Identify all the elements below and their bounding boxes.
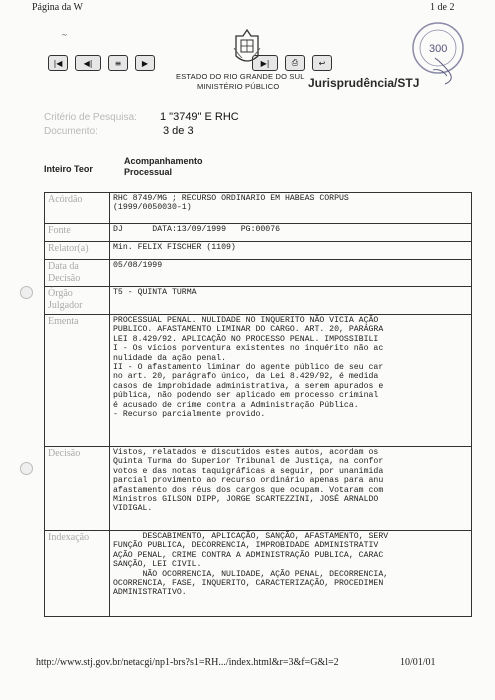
scan-mark: ~ [62,30,67,40]
stamp-number: 300 [429,43,448,55]
criteria-label: Critério de Pesquisa: [44,112,137,123]
field-label: Órgão Julgador [45,287,110,315]
document-label: Documento: [44,126,98,137]
field-label: Data da Decisão [45,260,110,287]
menu-icon[interactable]: ≡ [108,55,128,71]
source-url[interactable]: http://www.stj.gov.br/netacgi/np1-brs?s1=RH.../index.html&r=3&f=G&l=2 [36,657,339,668]
row-decision-date [45,260,472,287]
row-decisao [45,447,472,531]
tab-full-text[interactable]: Inteiro Teor [44,164,93,174]
record-table [44,192,472,617]
row-relator [45,242,472,260]
court-stamp [405,18,475,93]
field-label: Relator(a) [45,242,110,260]
page-count: 1 de 2 [430,2,455,13]
field-value: Min. FELIX FISCHER (1109) [110,242,472,260]
field-value: PROCESSUAL PENAL. NULIDADE NO INQUERITO NÃO VICIA AÇÃO PUBLICO. AFASTAMENTO LIMINAR DO CARGO. ART. 20, PARÁGRA LEI 8.429/92. APLICAÇÃO NO PROCESSO PENAL. IMPOSSIBILI I - Os vícios porventura existentes no inquérito não ac nulidade da ação penal. II - O afastamento liminar do agente público de seu car no art. 20, parágrafo único, da Lei 8.429/92, é medida casos de improbidade administrativa, a serem apurados e pública, não podendo ser aplicado em processo criminal é acusado de crime contra a Administração Pública. - Recurso parcialmente provido. [110,315,472,447]
punch-hole [20,462,33,475]
first-page-icon[interactable]: |◀ [48,55,68,71]
field-label: Fonte [45,224,110,242]
page-title: Página da W [32,2,83,13]
field-value: Vistos, relatados e discutidos estes autos, acordam os Quinta Turma do Superior Tribunal de Justiça, na confor votos e das notas taquigráficas a seguir, por unanimida parcial provimento ao recurso ordinário apenas para anu afastamento dos réus dos cargos que ocupam. Votaram com Ministros GILSON DIPP, JORGE SCARTEZZINI, JOSÉ ARNALDO VIDIGAL. [110,447,472,531]
field-label: Ementa [45,315,110,447]
field-value: 05/08/1999 [110,260,472,287]
document-value: 3 de 3 [163,125,194,137]
field-label: Indexação [45,531,110,617]
field-label: Acórdão [45,193,110,224]
row-fonte [45,224,472,242]
row-orgao [45,287,472,315]
next-page-icon[interactable]: ▶ [135,55,155,71]
row-ementa [45,315,472,447]
agency-line-2: MINISTÉRIO PÚBLICO [197,82,280,91]
print-date: 10/01/01 [400,657,436,668]
site-brand: Jurisprudência/STJ [308,76,420,90]
return-icon[interactable]: ↩ [312,55,332,71]
criteria-value: 1 "3749" E RHC [160,111,239,123]
last-page-icon[interactable]: ▶| [252,55,278,71]
row-acordao [45,193,472,224]
row-indexacao [45,531,472,617]
field-value: RHC 8749/MG ; RECURSO ORDINARIO EM HABEAS CORPUS (1999/0050030-1) [110,193,472,224]
field-label: Decisão [45,447,110,531]
tab-case-tracking[interactable]: Acompanhamento Processual [124,156,203,177]
agency-line-1: ESTADO DO RIO GRANDE DO SUL [176,72,305,81]
punch-hole [20,286,33,299]
print-icon[interactable]: ⎙ [285,55,305,71]
field-value: DESCABIMENTO, APLICAÇÃO, SANÇÃO, AFASTAMENTO, SERV FUNÇÃO PUBLICA, DECORRENCIA, IMPROBIDADE ADMINISTRATIV AÇÃO PENAL, CRIME CONTRA A ADMINISTRAÇÃO PUBLICA, CARAC SANÇÃO, LEI CIVIL. NÃO OCORRENCIA, NULIDADE, AÇÃO PENAL, DECORRENCIA, OCORRENCIA, FASE, INQUERITO, CARACTERIZAÇÃO, PROCEDIMEN ADMINISTRATIVO. [110,531,472,617]
prev-page-icon[interactable]: ◀| [75,55,101,71]
field-value: T5 - QUINTA TURMA [110,287,472,315]
state-crest-icon [232,28,262,68]
field-value: DJ DATA:13/09/1999 PG:00076 [110,224,472,242]
nav-toolbar [48,55,332,71]
